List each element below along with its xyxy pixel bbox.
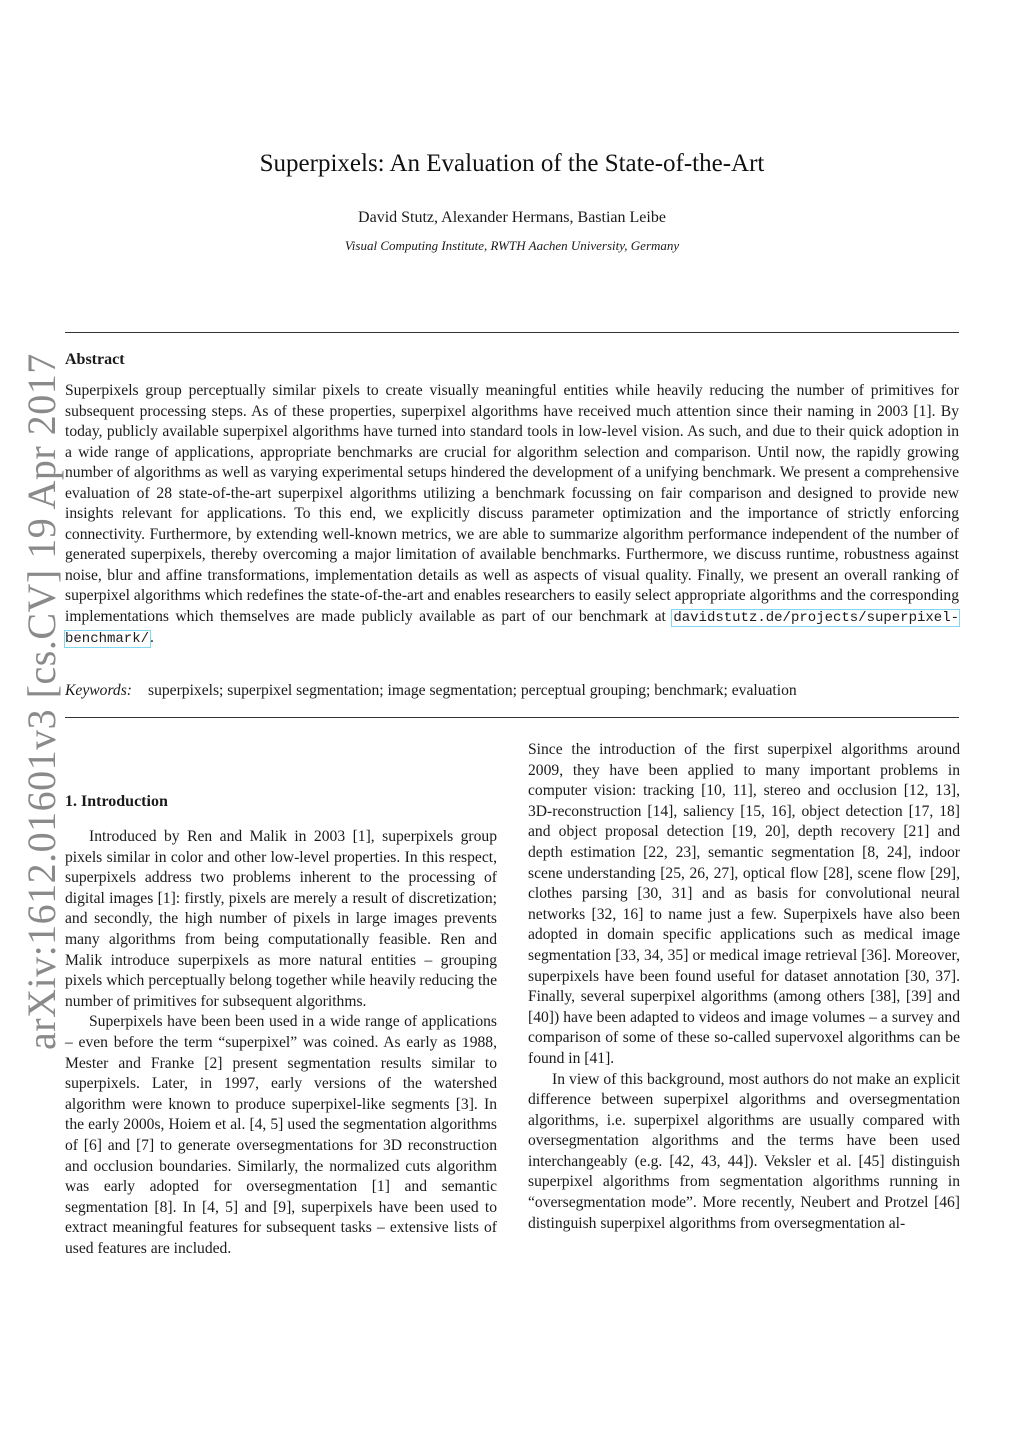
abstract-end: .: [150, 629, 154, 646]
abstract-text: Superpixels group perceptually similar pixels to create visually meaningful entities while heavily reducing the number of primitives for subsequent processing steps. As of these properties, superpixel algorithms have received much attention since their naming in 2003 [1]. By today, publicly available superpixel algorithms have turned into standard tools in low-level vision. As such, and due to their quick adoption in a wide range of applications, appropriate benchmarks are crucial for algorithm selection and comparison. Until now, the rapidly growing number of algorithms as well as varying experimental setups hindered the development of a unifying benchmark. We present a comprehensive evaluation of 28 state-of-the-art superpixel algorithms utilizing a benchmark focussing on fair comparison and designed to provide new insights relevant for applications. To this end, we explicitly discuss parameter optimization and the importance of strictly enforcing connectivity. Furthermore, by extending well-known metrics, we are able to summarize algorithm performance independent of the number of generated superpixels, thereby overcoming a major limitation of available benchmarks. Furthermore, we discuss runtime, robustness against noise, blur and affine transformations, implementation details as well as aspects of visual quality. Finally, we present an overall ranking of superpixel algorithms which redefines the state-of-the-art and enables researchers to easily select appropriate algorithms and the corresponding implementations which themselves are made publicly available as part of our benchmark at: [65, 382, 959, 625]
intro-paragraph-4: In view of this background, most authors do not make an explicit difference between superpixel algorithms and oversegmentation algorithms, i.e. superpixel algorithms are usually compared with oversegmentation algorithms and the terms have been used interchangeably (e.g. [42, 43, 44]). Veksler et al. [45] distinguish superpixel algorithms from segmentation algorithms running in “oversegmentation mode”. More recently, Neubert and Protzel [46] distinguish superpixel algorithms from oversegmentation al-: [528, 1070, 960, 1232]
benchmark-link[interactable]: davidstutz.de/projects/superpixel-benchmark/: [65, 609, 959, 647]
paper-title: Superpixels: An Evaluation of the State-of-the-Art: [259, 150, 765, 177]
authors: David Stutz, Alexander Hermans, Bastian Leibe: [358, 209, 666, 226]
intro-paragraph-2: Superpixels have been been used in a wide range of applications – even before the term “superpixel” was coined. As early as 1988, Mester and Franke [2] present segmentation results similar to superpixels. Later, in 1997, early versions of the watershed algorithm were known to produce superpixel-like segments [3]. In the early 2000s, Hoiem et al. [4, 5] used the segmentation algorithms of [6] and [7] to generate oversegmentations for 3D reconstruction and occlusion boundaries. Similarly, the normalized cuts algorithm was early adopted for oversegmentation [1] and semantic segmentation [8]. In [4, 5] and [9], superpixels have been used to extract meaningful features for subsequent tasks – extensive lists of used features are included.: [65, 1013, 497, 1257]
section-heading-introduction: 1. Introduction: [65, 793, 168, 810]
keywords: [65, 682, 959, 700]
keywords-text: superpixels; superpixel segmentation; image segmentation; perceptual grouping; benchmark; evaluation: [148, 682, 797, 699]
intro-paragraph-1: Introduced by Ren and Malik in 2003 [1], superpixels group pixels similar in color and other low-level properties. In this respect, superpixels address two problems inherent to the processing of digital images [1]: firstly, pixels are merely a result of discretization; and secondly, the high number of pixels in large images prevents many algorithms from being computationally feasible. Ren and Malik introduce superpixels as more natural entities – grouping pixels which perceptually belong together while heavily reducing the number of primitives for subsequent algorithms.: [65, 828, 497, 1010]
intro-paragraph-3: Since the introduction of the first superpixel algorithms around 2009, they have been applied to many important problems in computer vision: tracking [10, 11], stereo and occlusion [12, 13], 3D-reconstruction [14], saliency [15, 16], object detection [17, 18] and object proposal detection [19, 20], depth recovery [21] and depth estimation [22, 23], semantic segmentation [8, 24], indoor scene understanding [25, 26, 27], optical flow [28], scene flow [29], clothes parsing [30, 31] and as basis for convolutional neural networks [32, 16] to name just a few. Superpixels have also been adopted in domain specific applications such as medical image segmentation [33, 34, 35] or medical image retrieval [36]. Moreover, superpixels have been found useful for dataset annotation [30, 37]. Finally, several superpixel algorithms (among others [38], [39] and [40]) have been adapted to videos and image volumes – a survey and comparison of some of these so-called supervoxel algorithms can be found in [41].: [528, 741, 960, 1067]
abstract-body: [65, 381, 959, 650]
keywords-label: Keywords:: [65, 682, 132, 699]
left-column: [65, 791, 497, 1259]
top-rule: [65, 332, 959, 333]
arxiv-identifier: arXiv:1612.01601v3 [cs.CV] 19 Apr 2017: [19, 353, 64, 1050]
right-column: [528, 740, 960, 1234]
abstract-heading: Abstract: [65, 351, 125, 368]
bottom-rule: [65, 717, 959, 718]
affiliation: Visual Computing Institute, RWTH Aachen University, Germany: [344, 238, 680, 253]
